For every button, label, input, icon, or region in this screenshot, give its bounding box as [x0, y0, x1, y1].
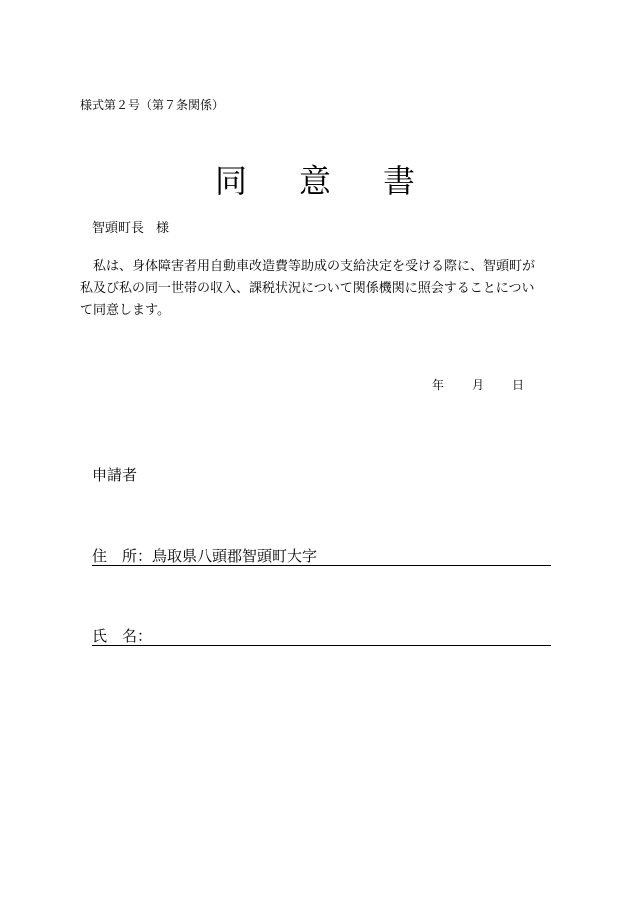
- addressee: [92, 217, 169, 236]
- consent-statement: [80, 256, 560, 322]
- addressee-honorific: 様: [156, 221, 170, 236]
- address-field[interactable]: [92, 545, 551, 566]
- name-field[interactable]: [92, 625, 551, 646]
- statement-line-3: て同意します。: [80, 303, 170, 318]
- title-char-3: 書: [383, 162, 416, 200]
- name-label: 氏 名：: [92, 627, 153, 645]
- date-year: 年: [432, 378, 445, 392]
- date-month: 月: [472, 378, 485, 392]
- applicant-label: 申請者: [92, 466, 138, 484]
- statement-line-2: 私及び私の同一世帯の収入、課税状況について関係機関に照会することについ: [80, 281, 535, 296]
- document-title: [0, 156, 630, 202]
- statement-line-1: 私は、身体障害者用自動車改造費等助成の支給決定を受ける際に、智頭町が: [80, 259, 536, 274]
- address-label: 住 所：: [92, 547, 153, 565]
- address-value: 鳥取県八頭郡智頭町大字: [152, 547, 318, 565]
- title-char-1: 同: [214, 162, 247, 200]
- date-line: [432, 376, 524, 393]
- addressee-name: 智頭町長: [92, 221, 145, 236]
- date-day: 日: [512, 378, 525, 392]
- title-char-2: 意: [298, 162, 331, 200]
- form-number: 様式第２号（第７条関係）: [80, 98, 225, 112]
